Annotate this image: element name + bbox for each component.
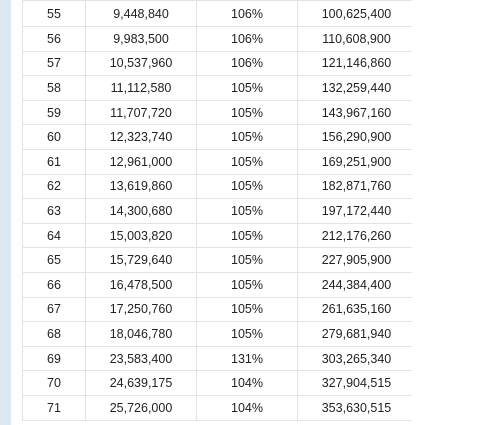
cell-total: 197,172,440 <box>298 199 413 224</box>
table-row <box>23 272 413 297</box>
cell-total: 353,630,515 <box>298 395 413 420</box>
cell-xp: 11,112,580 <box>86 76 197 101</box>
cell-percent: 104% <box>197 371 298 396</box>
cell-percent: 106% <box>197 1 298 27</box>
table-body <box>23 1 413 421</box>
cell-xp: 13,619,860 <box>86 174 197 199</box>
cell-level: 62 <box>23 174 86 199</box>
cell-xp: 18,046,780 <box>86 322 197 347</box>
cell-level: 59 <box>23 100 86 125</box>
cell-level: 64 <box>23 223 86 248</box>
cell-percent: 105% <box>197 272 298 297</box>
cell-level: 66 <box>23 272 86 297</box>
cell-xp: 12,323,740 <box>86 125 197 150</box>
cell-total: 261,635,160 <box>298 297 413 322</box>
cell-xp: 9,448,840 <box>86 1 197 27</box>
cell-total: 132,259,440 <box>298 76 413 101</box>
cell-percent: 106% <box>197 51 298 76</box>
cell-xp: 14,300,680 <box>86 199 197 224</box>
cell-percent: 105% <box>197 149 298 174</box>
cell-level: 61 <box>23 149 86 174</box>
table-row <box>23 51 413 76</box>
cell-total: 156,290,900 <box>298 125 413 150</box>
cell-total: 244,384,400 <box>298 272 413 297</box>
cell-level: 67 <box>23 297 86 322</box>
table-row <box>23 1 413 27</box>
cell-level: 68 <box>23 322 86 347</box>
cell-xp: 9,983,500 <box>86 27 197 52</box>
cell-percent: 131% <box>197 346 298 371</box>
cell-percent: 105% <box>197 76 298 101</box>
cell-xp: 23,583,400 <box>86 346 197 371</box>
cell-xp: 25,726,000 <box>86 395 197 420</box>
cell-percent: 105% <box>197 248 298 273</box>
cell-percent: 105% <box>197 322 298 347</box>
cell-total: 182,871,760 <box>298 174 413 199</box>
cell-total: 110,608,900 <box>298 27 413 52</box>
cell-xp: 16,478,500 <box>86 272 197 297</box>
cell-total: 143,967,160 <box>298 100 413 125</box>
cell-total: 121,146,860 <box>298 51 413 76</box>
cell-level: 63 <box>23 199 86 224</box>
cell-level: 58 <box>23 76 86 101</box>
cell-percent: 105% <box>197 125 298 150</box>
table-row <box>23 371 413 396</box>
cell-level: 71 <box>23 395 86 420</box>
cell-total: 227,905,900 <box>298 248 413 273</box>
table-row <box>23 174 413 199</box>
table-row <box>23 149 413 174</box>
table-row <box>23 297 413 322</box>
cell-total: 279,681,940 <box>298 322 413 347</box>
cell-level: 55 <box>23 1 86 27</box>
table-row <box>23 322 413 347</box>
table-row <box>23 248 413 273</box>
cell-percent: 105% <box>197 199 298 224</box>
table-row <box>23 346 413 371</box>
cell-total: 327,904,515 <box>298 371 413 396</box>
cell-total: 169,251,900 <box>298 149 413 174</box>
cell-percent: 105% <box>197 174 298 199</box>
table-row <box>23 76 413 101</box>
cell-xp: 12,961,000 <box>86 149 197 174</box>
cell-xp: 17,250,760 <box>86 297 197 322</box>
level-table <box>22 0 412 421</box>
cell-percent: 105% <box>197 223 298 248</box>
table-row <box>23 395 413 420</box>
cell-xp: 11,707,720 <box>86 100 197 125</box>
table-row <box>23 223 413 248</box>
cell-level: 70 <box>23 371 86 396</box>
cell-total: 303,265,340 <box>298 346 413 371</box>
table-container <box>22 0 412 425</box>
cell-xp: 24,639,175 <box>86 371 197 396</box>
table-row <box>23 27 413 52</box>
cell-level: 57 <box>23 51 86 76</box>
cell-level: 69 <box>23 346 86 371</box>
cell-level: 60 <box>23 125 86 150</box>
cell-level: 65 <box>23 248 86 273</box>
table-row <box>23 125 413 150</box>
cell-level: 56 <box>23 27 86 52</box>
cell-percent: 106% <box>197 27 298 52</box>
cell-total: 212,176,260 <box>298 223 413 248</box>
cell-percent: 105% <box>197 100 298 125</box>
left-side-strip <box>0 0 11 425</box>
cell-xp: 10,537,960 <box>86 51 197 76</box>
cell-percent: 104% <box>197 395 298 420</box>
cell-xp: 15,003,820 <box>86 223 197 248</box>
cell-total: 100,625,400 <box>298 1 413 27</box>
cell-percent: 105% <box>197 297 298 322</box>
table-row <box>23 199 413 224</box>
table-row <box>23 100 413 125</box>
cell-xp: 15,729,640 <box>86 248 197 273</box>
